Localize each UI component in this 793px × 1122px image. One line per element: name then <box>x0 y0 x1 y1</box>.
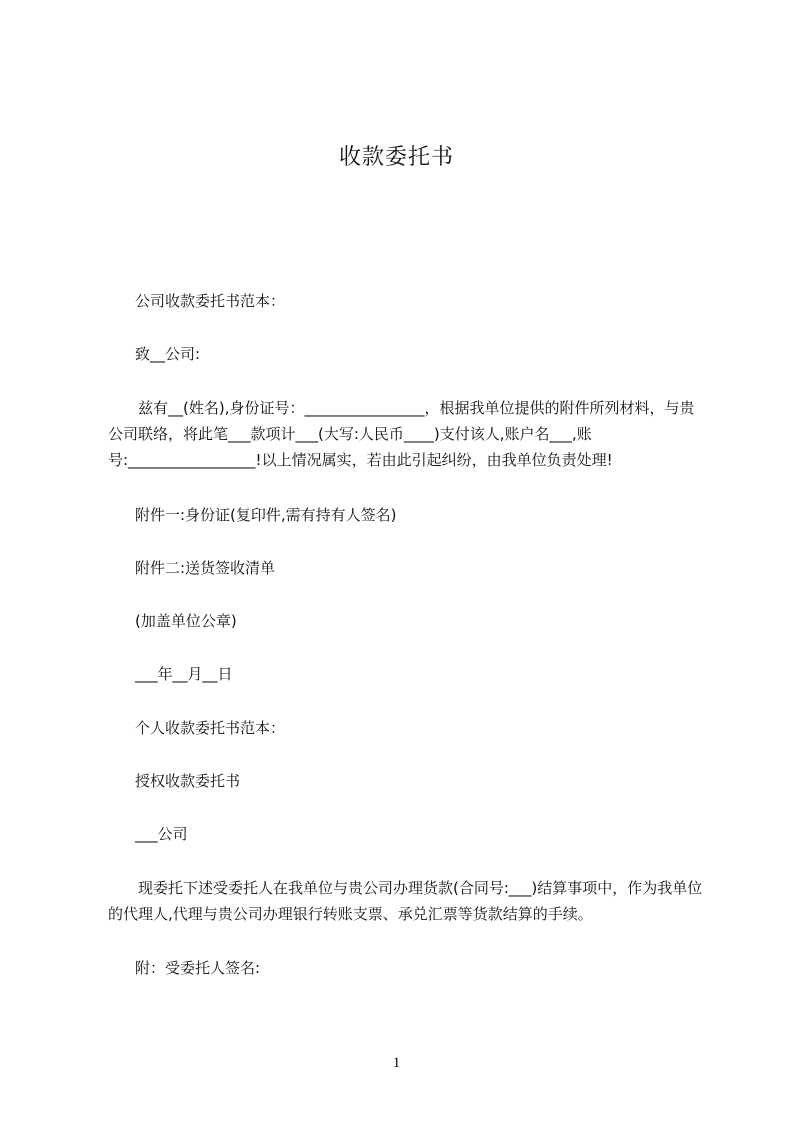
authorization-paragraph: 现委托下述受委托人在我单位与贵公司办理货款(合同号:___)结算事项中，作为我单位的代理人,代理与贵公司办理银行转账支票、承兑汇票等货款结算的手续。 <box>108 879 703 923</box>
seal-note: (加盖单位公章) <box>135 612 237 630</box>
signature-line: 附：受委托人签名: <box>135 959 261 977</box>
to-line: 致__公司: <box>135 345 201 363</box>
attachment-one: 附件一:身份证(复印件,需有持有人签名) <box>135 506 397 524</box>
attachment-two: 附件二:送货签收清单 <box>135 559 276 577</box>
body-paragraph: 兹有__(姓名),身份证号：________________，根据我单位提供的附件所列材料，与贵公司联络，将此笔___款项计___(大写:人民币____)支付该人,账户名___,账号:_________________!以上情况属实，若由此引起纠纷，由我单位负责处理! <box>108 399 695 469</box>
date-line: ___年__月__日 <box>135 665 233 683</box>
personal-template-heading: 个人收款委托书范本： <box>135 719 286 737</box>
company-line: ___公司 <box>135 825 188 843</box>
page-number: 1 <box>392 1055 401 1071</box>
document-title: 收款委托书 <box>338 145 454 170</box>
authorization-title: 授权收款委托书 <box>135 772 241 790</box>
company-template-heading: 公司收款委托书范本： <box>135 292 286 310</box>
